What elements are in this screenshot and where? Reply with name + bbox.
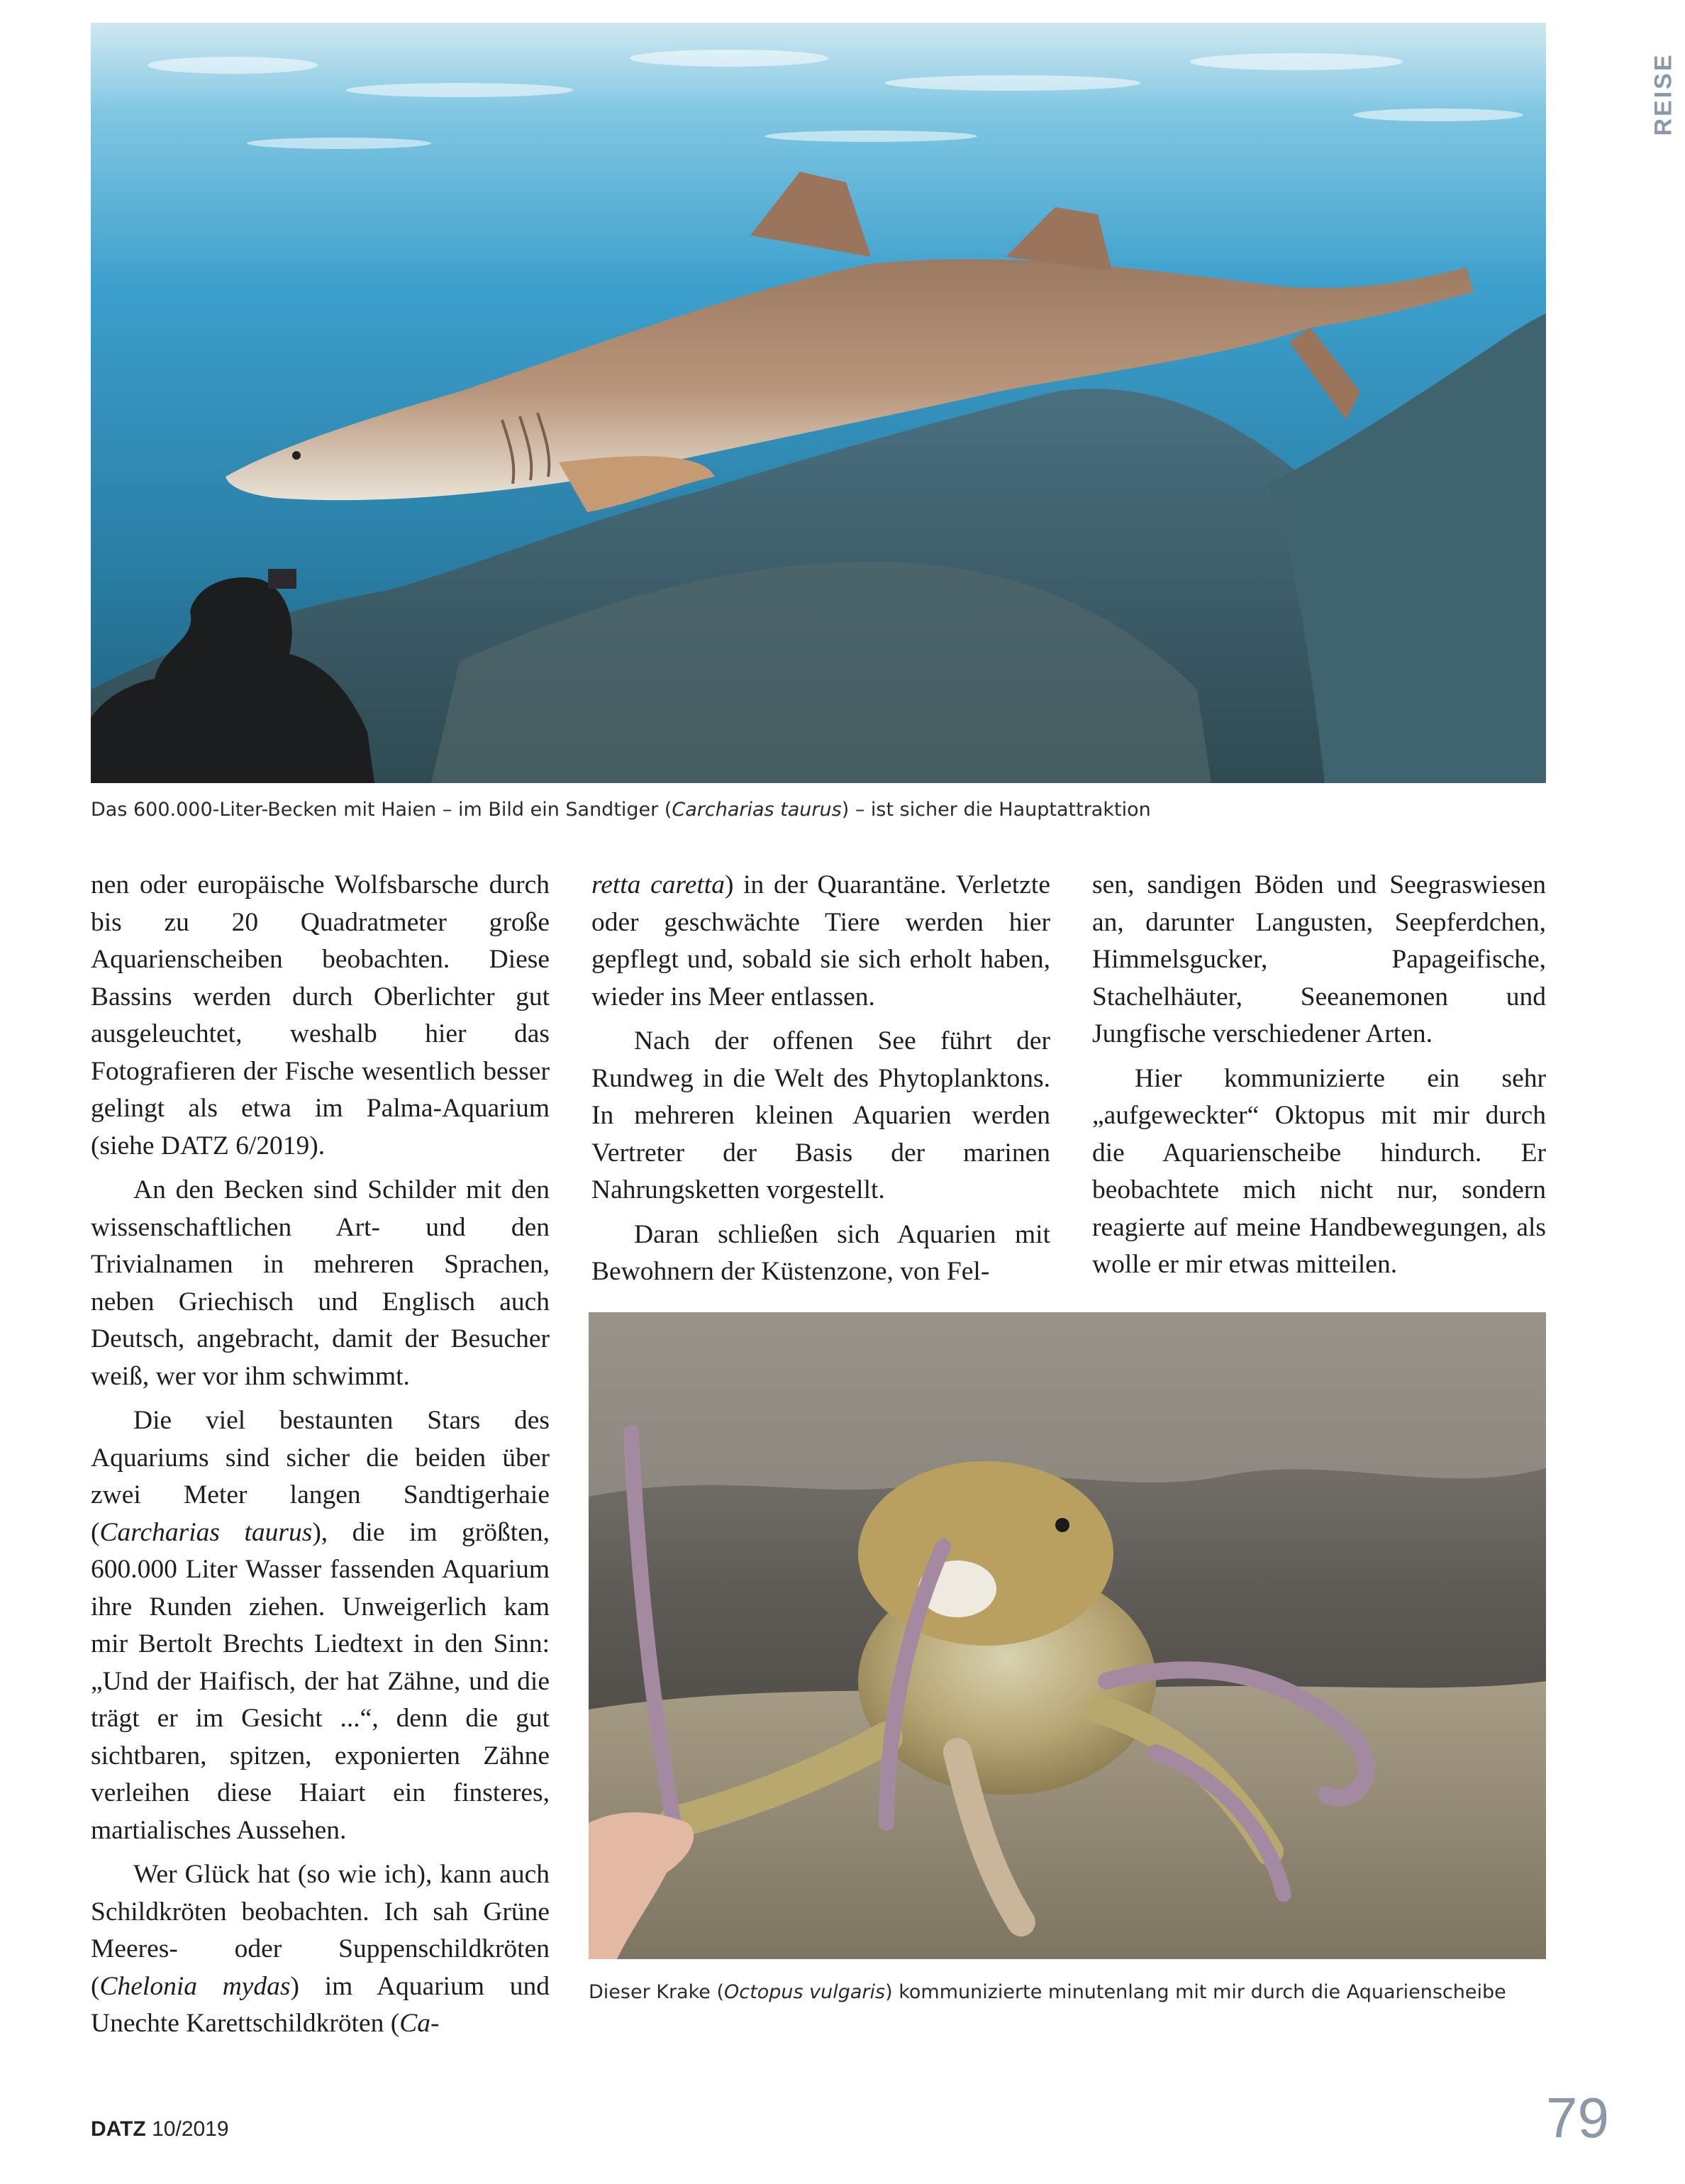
caption-text: Dieser Krake ( (589, 1981, 725, 2003)
text-run: ) in der Quarantäne. Verletzte oder geschwächte Tiere werden hier gepflegt und, sobald sie sich erholt haben, wieder ins Meer entlassen. (591, 870, 1050, 1011)
octopus-photo (589, 1312, 1546, 1959)
paragraph (591, 867, 1050, 1016)
section-tab (1644, 41, 1684, 148)
octopus-photo-caption (589, 1981, 1506, 2003)
caption-text: ) – ist sicher die Hauptattraktion (841, 799, 1151, 821)
paragraph: nen oder europäische Wolfsbarsche durch bis zu 20 Quadratmeter große Aquarienscheiben beobachten. Diese Bassins werden durch Oberlichter gut ausgeleuchtet, weshalb hier das Fotografieren der Fische wesentlich besser gelingt als etwa im Palma-Aquarium (siehe DATZ 6/2019). (91, 870, 550, 1160)
magazine-name: DATZ (91, 2117, 146, 2141)
paragraph: An den Becken sind Schilder mit den wissenschaftlichen Art- und den Trivialnamen in mehreren Sprachen, neben Griechisch und Englisch auch Deutsch, angebracht, damit der Besucher weiß, wer vor ihm schwimmt. (91, 1175, 550, 1391)
text-run: Wer Glück hat (so wie ich), kann auch Schildkröten beobachten. Ich sah Grüne Meeres- oder Suppenschildkröten ( (91, 1860, 550, 2001)
issue-number: 10/2019 (152, 2117, 229, 2141)
shark-photo-caption (91, 799, 1151, 821)
paragraph (91, 1402, 550, 1849)
species-name: Carcharias taurus (99, 1517, 313, 1547)
paragraph: Hier kommunizierte ein sehr „aufgeweckter“ Oktopus mit mir durch die Aquarienscheibe hindurch. Er beobachtete mich nicht nur, sondern reagierte auf meine Handbewegungen, als wolle er mir etwas mitteilen. (1092, 1063, 1546, 1279)
text-column-2 (591, 867, 1050, 1291)
text-column-1 (91, 867, 550, 2043)
caption-text: ) kommunizierte minutenlang mit mir durch die Aquarienscheibe (885, 1981, 1506, 2003)
caption-species: Carcharias taurus (672, 799, 842, 821)
section-label: REISE (1650, 52, 1677, 136)
paragraph: sen, sandigen Böden und Seegraswiesen an, darunter Langusten, Seepferdchen, Himmelsgucker, Papageifische, Stachelhäuter, Seeanemonen und Jungfische verschiedener Arten. (1092, 870, 1546, 1048)
caption-species: Octopus vulgaris (724, 1981, 886, 2003)
species-name: Chelonia mydas (99, 1971, 291, 2001)
caption-text: Das 600.000-Liter-Becken mit Haien – im Bild ein Sandtiger ( (91, 799, 672, 821)
footer-issue (91, 2117, 229, 2141)
species-name: retta caretta (591, 870, 725, 899)
page-number: 79 (1546, 2086, 1609, 2149)
species-name: Ca- (399, 2009, 440, 2038)
text-column-3 (1092, 867, 1546, 1284)
paragraph: Nach der offenen See führt der Rundweg in die Welt des Phytoplanktons. In mehreren kleinen Aquarien werden Vertreter der Basis der marinen Nahrungsketten vorgestellt. (591, 1026, 1050, 1204)
text-run: Die viel bestaunten Stars des Aquariums sind sicher die beiden über zwei Meter langen Sandtigerhaie ( (91, 1406, 550, 1547)
text-run: ) im Aquarium und Unechte Karettschildkröten ( (91, 1971, 550, 2038)
paragraph (91, 1856, 550, 2043)
paragraph: Daran schließen sich Aquarien mit Bewohnern der Küstenzone, von Fel- (591, 1219, 1050, 1286)
shark-photo (91, 23, 1546, 783)
text-run: ), die im größten, 600.000 Liter Wasser fassenden Aquarium ihre Runden ziehen. Unweigerlich kam mir Bertolt Brechts Liedtext in den Sinn: „Und der Haifisch, der hat Zähne, und die trägt er im Gesicht ...“, denn die gut sichtbaren, spitzen, exponierten Zähne verleihen diese Haiart ein finsteres, martialisches Aussehen. (91, 1517, 550, 1845)
